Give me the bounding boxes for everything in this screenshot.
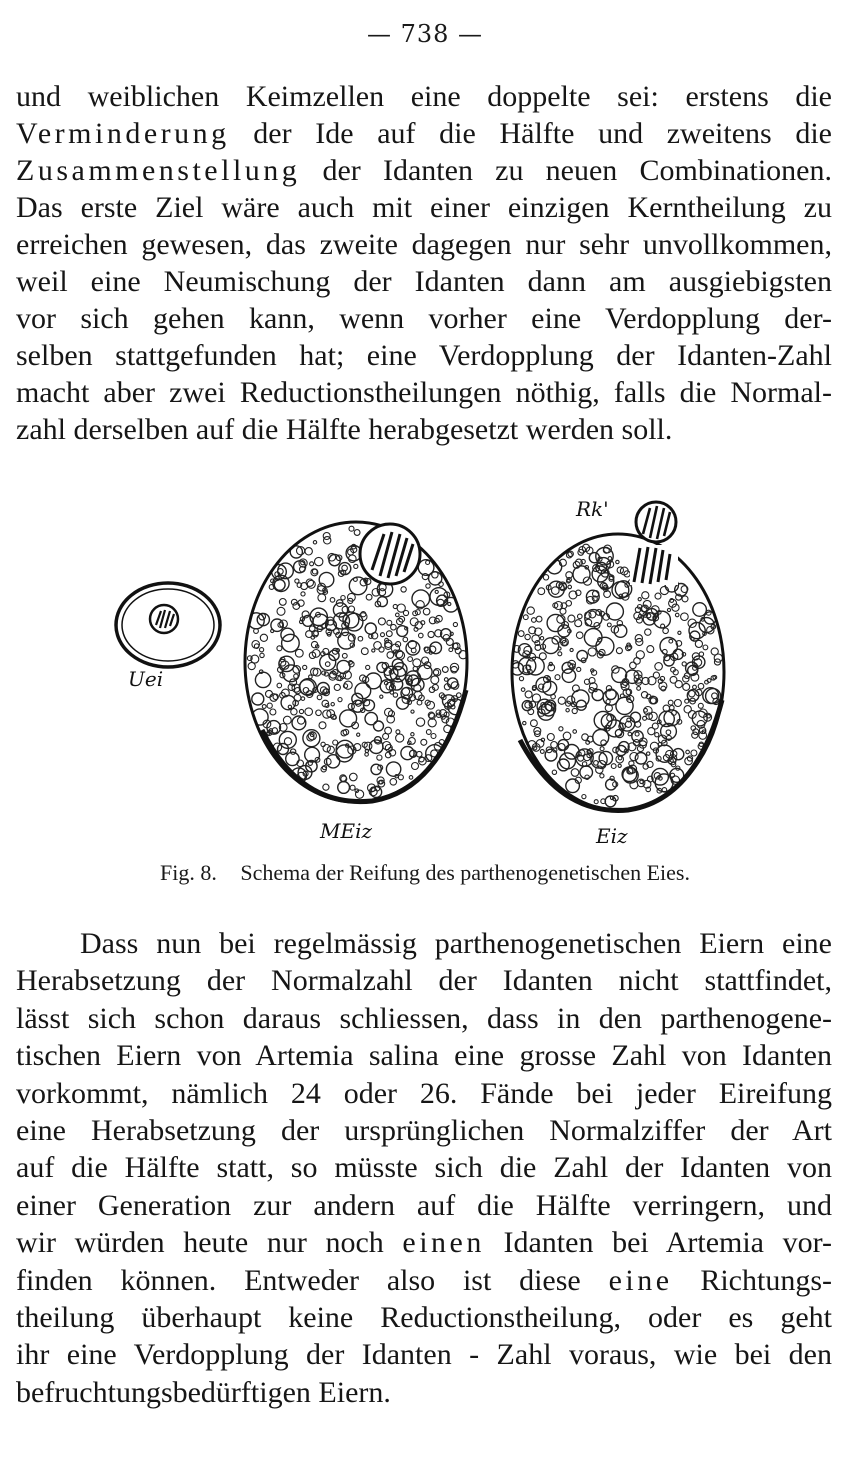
yolk-granule (523, 721, 526, 724)
yolk-granule (354, 564, 358, 568)
yolk-granule (558, 740, 569, 751)
yolk-granule (686, 750, 690, 754)
yolk-granule (695, 640, 702, 647)
paragraph-2 (16, 925, 832, 1411)
yolk-granule (634, 658, 641, 665)
yolk-granule (558, 697, 565, 704)
yolk-granule (649, 712, 657, 720)
text-line: macht aber zwei Reductionstheilungen nöthig, falls die Normal- (16, 376, 832, 409)
yolk-granule (536, 616, 542, 622)
yolk-granule (675, 681, 682, 688)
yolk-granule (398, 775, 403, 780)
yolk-granule (626, 670, 639, 683)
yolk-granule (366, 665, 370, 669)
yolk-granule (277, 607, 285, 615)
yolk-granule (689, 691, 695, 697)
yolk-granule (365, 623, 376, 634)
yolk-granule (681, 613, 689, 621)
yolk-granule (693, 603, 707, 617)
yolk-granule (377, 755, 382, 760)
yolk-granule (647, 752, 650, 755)
yolk-granule (674, 700, 681, 707)
yolk-granule (449, 648, 453, 652)
yolk-granule (323, 784, 329, 790)
yolk-granule (408, 657, 413, 662)
yolk-granule (357, 733, 360, 736)
yolk-granule (521, 688, 525, 692)
yolk-granule (378, 618, 385, 625)
text-line: ihr eine Verdopplung der Idanten - Zahl voraus, wie bei den (16, 1338, 832, 1372)
text-line (16, 115, 832, 152)
yolk-granule (666, 730, 671, 735)
yolk-granule (412, 763, 419, 770)
yolk-granule (307, 580, 315, 588)
yolk-granule (576, 632, 583, 639)
page-number: — 738 — (366, 20, 484, 48)
yolk-granule (331, 703, 334, 706)
yolk-granule (453, 622, 457, 626)
yolk-granule (365, 712, 377, 724)
yolk-granule (594, 800, 598, 804)
yolk-granule (600, 747, 604, 751)
yolk-granule (531, 720, 538, 727)
yolk-granule (539, 653, 546, 660)
text-line: vor sich gehen kann, wenn vorher eine Verdopplung der- (16, 302, 832, 335)
yolk-granule (581, 559, 585, 563)
yolk-granule (428, 631, 434, 637)
yolk-granule (267, 703, 272, 708)
text-fragment: Idanten bei Artemia vor- (484, 1226, 833, 1260)
yolk-granule (616, 697, 633, 714)
yolk-granule (691, 637, 694, 640)
yolk-granule (444, 678, 448, 682)
yolk-granule (381, 633, 385, 637)
yolk-granule (330, 598, 335, 603)
yolk-granule (691, 750, 697, 756)
text-fragment: finden können. Entweder also ist diese (16, 1263, 609, 1297)
yolk-granule (260, 653, 264, 657)
yolk-granule (419, 633, 424, 638)
spaced-word: einen (402, 1226, 485, 1260)
yolk-granule (282, 634, 300, 652)
text-line (16, 152, 832, 189)
yolk-granule (350, 785, 355, 790)
yolk-granule (392, 659, 403, 670)
yolk-granule (416, 718, 424, 726)
yolk-granule (655, 593, 661, 599)
yolk-granule (364, 742, 372, 750)
yolk-granule (618, 756, 622, 760)
yolk-granule (350, 773, 358, 781)
yolk-granule (518, 631, 524, 637)
text-fragment: der Idanten zu neuen Combinationen. (300, 154, 832, 187)
yolk-granule (668, 700, 673, 705)
yolk-granule (372, 649, 375, 652)
yolk-granule (431, 734, 436, 739)
yolk-granule (323, 533, 330, 540)
yolk-granule (628, 732, 632, 736)
yolk-granule (614, 625, 627, 638)
yolk-granule (342, 653, 347, 658)
yolk-granule (303, 665, 307, 669)
yolk-granule (643, 600, 651, 608)
yolk-granule (547, 734, 554, 741)
text-line: zahl derselben auf die Hälfte herabgesetzt werden soll. (16, 413, 673, 446)
yolk-granule (698, 683, 704, 689)
yolk-granule (305, 708, 313, 716)
yolk-granule (565, 745, 580, 760)
yolk-granule (354, 530, 360, 536)
yolk-granule (669, 639, 673, 643)
yolk-granule (684, 706, 691, 713)
yolk-granule (323, 745, 330, 752)
text-fragment: wir würden heute nur noch (16, 1226, 403, 1260)
yolk-granule (647, 646, 654, 653)
yolk-granule (692, 711, 707, 726)
yolk-granule (436, 710, 441, 715)
yolk-granule (616, 648, 622, 654)
yolk-granule (607, 623, 611, 627)
yolk-granule (426, 730, 431, 735)
yolk-granule (648, 728, 655, 735)
yolk-granule (618, 764, 621, 767)
text-line: vorkommt, nämlich 24 oder 26. Fände bei jeder Eireifung (16, 1076, 832, 1110)
yolk-granule (374, 642, 382, 650)
yolk-granule (344, 681, 352, 689)
label-rk: Rk' (576, 497, 609, 521)
yolk-granule (525, 691, 532, 698)
yolk-granule (682, 596, 688, 602)
uei-egg (116, 583, 220, 667)
yolk-granule (525, 634, 530, 639)
yolk-granule (616, 560, 619, 563)
yolk-granule (698, 703, 703, 708)
yolk-granule (575, 620, 582, 627)
yolk-granule (703, 645, 708, 650)
yolk-granule (318, 594, 326, 602)
yolk-granule (379, 781, 382, 784)
yolk-granule (606, 700, 610, 704)
yolk-granule (577, 667, 581, 671)
yolk-granule (643, 716, 647, 720)
yolk-granule (374, 721, 384, 731)
yolk-granule (413, 659, 421, 667)
yolk-granule (334, 684, 340, 690)
yolk-granule (380, 695, 383, 698)
yolk-granule (693, 685, 697, 689)
yolk-granule (551, 742, 558, 749)
yolk-granule (278, 569, 284, 575)
yolk-granule (570, 648, 573, 651)
yolk-granule (606, 779, 617, 790)
yolk-granule (396, 730, 400, 734)
yolk-granule (678, 631, 681, 634)
yolk-granule (279, 599, 286, 606)
yolk-granule (387, 652, 394, 659)
yolk-granule (274, 580, 285, 591)
yolk-granule (562, 669, 575, 682)
meiz-egg (245, 522, 467, 802)
text-line: tischen Eiern von Artemia salina eine grosse Zahl von Idanten (16, 1039, 832, 1073)
yolk-granule (655, 733, 659, 737)
yolk-granule (685, 699, 689, 703)
yolk-granule (343, 729, 349, 735)
yolk-granule (338, 698, 342, 702)
yolk-granule (386, 762, 400, 776)
yolk-granule (387, 620, 392, 625)
yolk-granule (403, 637, 408, 642)
yolk-granule (277, 683, 282, 688)
yolk-granule (611, 764, 616, 769)
yolk-granule (527, 607, 534, 614)
yolk-granule (270, 709, 276, 715)
yolk-granule (560, 608, 566, 614)
yolk-granule (568, 615, 575, 622)
yolk-granule (309, 675, 313, 679)
text-line: Dass nun bei regelmässig parthenogenetischen Eiern eine (80, 927, 832, 960)
yolk-granule (640, 780, 643, 783)
yolk-granule (566, 601, 572, 607)
yolk-granule (637, 687, 641, 691)
label-meiz: MEiz (320, 819, 373, 843)
yolk-granule (283, 716, 291, 724)
yolk-granule (675, 613, 679, 617)
yolk-granule (558, 652, 562, 656)
yolk-granule (559, 727, 563, 731)
yolk-granule (540, 637, 543, 640)
yolk-granule (319, 572, 334, 587)
yolk-granule (390, 779, 397, 786)
yolk-granule (317, 695, 322, 700)
yolk-granule (655, 663, 663, 671)
yolk-granule (552, 770, 556, 774)
yolk-granule (532, 618, 537, 623)
text-line: theilung überhaupt keine Reductionstheilung, oder es geht (16, 1301, 832, 1335)
yolk-granule (361, 648, 368, 655)
eiz-egg (511, 502, 724, 810)
spaced-word: Zusammenstellung (16, 154, 301, 187)
text-line: Das erste Ziel wäre auch mit einer einzigen Kerntheilung zu (16, 191, 832, 224)
yolk-granule (600, 774, 604, 778)
yolk-granule (442, 667, 448, 673)
text-line: erreichen gewesen, das zweite dagegen nur sehr unvollkommen, (16, 228, 832, 261)
yolk-granule (448, 602, 451, 605)
yolk-granule (423, 608, 430, 615)
yolk-granule (262, 705, 266, 709)
yolk-granule (519, 677, 523, 681)
yolk-granule (295, 579, 299, 583)
yolk-granule (299, 709, 303, 713)
yolk-granule (403, 610, 408, 615)
uei-nucleus (150, 605, 178, 633)
yolk-granule (596, 766, 603, 773)
yolk-granule (386, 631, 392, 637)
caption-text: Schema der Reifung des parthenogenetischen Eies. (240, 860, 690, 885)
polar-body (636, 502, 676, 542)
yolk-granule (432, 572, 438, 578)
yolk-granule (358, 636, 363, 641)
yolk-granule (712, 693, 718, 699)
yolk-granule (321, 742, 325, 746)
yolk-granule (325, 662, 330, 667)
yolk-granule (310, 562, 314, 566)
yolk-granule (313, 541, 316, 544)
yolk-granule (692, 732, 698, 738)
yolk-granule (639, 614, 643, 618)
yolk-granule (348, 593, 356, 601)
label-eiz: Eiz (596, 824, 628, 848)
text-line (16, 1224, 832, 1261)
yolk-granule (402, 688, 410, 696)
text-line: weil eine Neumischung der Idanten dann am ausgiebigsten (16, 265, 832, 298)
yolk-granule (301, 697, 305, 701)
yolk-granule (305, 548, 312, 555)
meiz-nucleus (360, 524, 420, 584)
yolk-granule (384, 681, 388, 685)
yolk-granule (566, 779, 580, 793)
yolk-granule (568, 585, 572, 589)
yolk-granule (663, 628, 669, 634)
text-line: Herabsetzung der Normalzahl der Idanten nicht stattfindet, (16, 964, 832, 998)
yolk-granule (426, 584, 430, 588)
text-line: auf die Hälfte statt, so müsste sich die Zahl der Idanten von (16, 1151, 832, 1185)
yolk-granule (538, 588, 545, 595)
yolk-granule (337, 660, 350, 673)
yolk-granule (431, 676, 439, 684)
yolk-granule (338, 782, 350, 794)
yolk-granule (426, 561, 430, 565)
yolk-granule (540, 750, 544, 754)
yolk-granule (667, 608, 670, 611)
text-line: eine Herabsetzung der ursprünglichen Normalziffer der Art (16, 1114, 832, 1148)
yolk-granule (255, 672, 270, 687)
yolk-granule (411, 710, 414, 713)
yolk-granule (340, 710, 357, 727)
yolk-granule (711, 648, 718, 655)
yolk-granule (532, 687, 536, 691)
yolk-granule (303, 688, 309, 694)
yolk-granule (295, 649, 303, 657)
yolk-granule (578, 614, 583, 619)
spaced-word: Verminderung (16, 117, 230, 150)
text-line: und weiblichen Keimzellen eine doppelte sei: erstens die (16, 80, 832, 113)
yolk-granule (366, 594, 372, 600)
text-line: lässt sich schon daraus schliessen, dass in den parthenogene- (16, 1001, 832, 1035)
yolk-granule (412, 590, 430, 608)
yolk-granule (619, 594, 623, 598)
text-line: einer Generation zur andern auf die Hälfte verringern, und (16, 1188, 832, 1222)
yolk-granule (316, 710, 322, 716)
yolk-granule (645, 629, 651, 635)
yolk-granule (435, 590, 438, 593)
yolk-granule (555, 675, 560, 680)
yolk-granule (580, 766, 593, 779)
yolk-granule (341, 596, 345, 600)
yolk-granule (379, 647, 384, 652)
yolk-granule (638, 598, 641, 601)
egg-maturation-figure (0, 490, 850, 850)
yolk-granule (277, 646, 282, 651)
yolk-granule (558, 647, 561, 650)
yolk-granule (401, 587, 406, 592)
yolk-granule (383, 733, 389, 739)
yolk-granule (577, 650, 588, 661)
paragraph-1 (16, 78, 832, 448)
yolk-granule (356, 790, 364, 798)
yolk-granule (396, 613, 400, 617)
yolk-granule (294, 674, 298, 678)
yolk-granule (260, 648, 264, 652)
yolk-granule (689, 623, 705, 639)
yolk-granule (653, 672, 659, 678)
yolk-granule (683, 683, 690, 690)
yolk-granule (421, 739, 427, 745)
yolk-granule (260, 634, 267, 641)
yolk-granule (315, 557, 323, 565)
yolk-granule (582, 795, 586, 799)
spaced-word: eine (608, 1263, 673, 1297)
yolk-granule (642, 592, 649, 599)
yolk-granule (630, 753, 638, 761)
yolk-granule (450, 632, 453, 635)
yolk-granule (572, 708, 577, 713)
yolk-granule (391, 624, 397, 630)
figure-number: Fig. 8. (160, 860, 217, 885)
yolk-granule (365, 753, 369, 757)
yolk-granule (371, 764, 381, 774)
yolk-granule (563, 732, 571, 740)
yolk-granule (571, 769, 579, 777)
yolk-granule (411, 733, 414, 736)
yolk-granule (558, 759, 570, 771)
text-line (16, 1262, 832, 1299)
yolk-granule (319, 722, 326, 729)
yolk-granule (573, 730, 577, 734)
yolk-granule (284, 738, 291, 745)
eiz-nucleus (630, 545, 678, 585)
yolk-granule (396, 734, 404, 742)
yolk-granule (428, 719, 436, 727)
yolk-granule (327, 755, 340, 768)
text-fragment: der Ide auf die Hälfte und zweitens die (229, 117, 832, 150)
yolk-granule (588, 648, 596, 656)
yolk-granule (417, 700, 422, 705)
label-uei: Uei (128, 667, 164, 691)
yolk-granule (523, 615, 528, 620)
yolk-granule (349, 526, 354, 531)
yolk-granule (301, 592, 305, 596)
text-line: befruchtungsbedürftigen Eiern. (16, 1375, 391, 1409)
yolk-granule (635, 732, 639, 736)
yolk-granule (682, 653, 686, 657)
text-line: selben stattgefunden hat; eine Verdopplung der Idanten-Zahl (16, 339, 832, 372)
yolk-granule (409, 776, 413, 780)
yolk-granule (252, 693, 264, 705)
text-fragment: Richtungs- (672, 1263, 832, 1297)
yolk-granule (348, 606, 354, 612)
figure-caption (0, 860, 850, 886)
yolk-granule (566, 709, 569, 712)
yolk-granule (288, 705, 291, 708)
yolk-granule (314, 631, 319, 636)
